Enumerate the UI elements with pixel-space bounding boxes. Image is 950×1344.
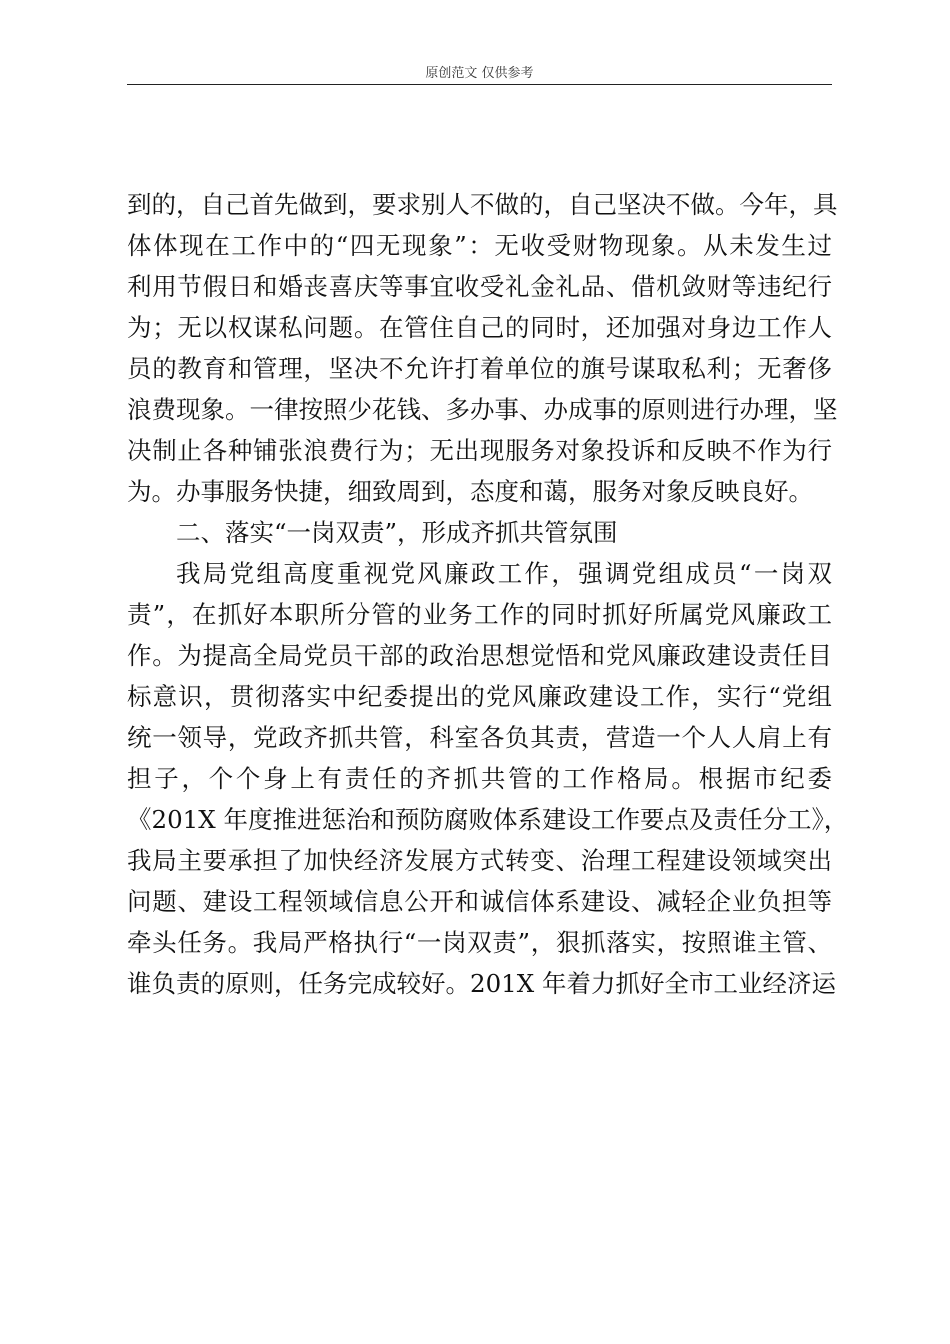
page-header <box>127 64 832 84</box>
section-heading <box>127 512 832 553</box>
text-line: 决制止各种铺张浪费行为；无出现服务对象投诉和反映不作为行 <box>127 436 832 465</box>
text-line: 牵头任务。我局严格执行“一岗双责”，狠抓落实，按照谁主管、 <box>127 928 832 957</box>
text-line: 统一领导，党政齐抓共管，科室各负其责，营造一个人人肩上有 <box>127 723 832 752</box>
text-line: 为；无以权谋私问题。在管住自己的同时，还加强对身边工作人 <box>127 313 832 342</box>
text-line: 标意识，贯彻落实中纪委提出的党风廉政建设工作，实行“党组 <box>127 682 832 711</box>
text-line: 我局党组高度重视党风廉政工作，强调党组成员“一岗双 <box>176 559 832 588</box>
text-line: 到的，自己首先做到，要求别人不做的，自己坚决不做。今年，具 <box>127 190 838 219</box>
text-line: 《201X 年度推进惩治和预防腐败体系建设工作要点及责任分工》， <box>127 805 849 834</box>
heading-line: 二、落实“一岗双责”，形成齐抓共管氛围 <box>176 518 618 547</box>
text-line: 我局主要承担了加快经济发展方式转变、治理工程建设领域突出 <box>127 846 832 875</box>
text-line: 谁负责的原则，任务完成较好。201X 年着力抓好全市工业经济运 <box>127 969 836 998</box>
paragraph <box>127 184 838 512</box>
document-body <box>127 184 849 1004</box>
header-text: 原创范文 仅供参考 <box>425 66 534 81</box>
paragraph <box>127 553 849 1004</box>
text-line: 员的教育和管理，坚决不允许打着单位的旗号谋取私利；无奢侈 <box>127 354 832 383</box>
text-line: 体体现在工作中的“四无现象”：无收受财物现象。从未发生过 <box>127 231 832 260</box>
header-rule <box>127 84 832 85</box>
text-line: 浪费现象。一律按照少花钱、多办事、办成事的原则进行办理，坚 <box>127 395 838 424</box>
text-line: 作。为提高全局党员干部的政治思想觉悟和党风廉政建设责任目 <box>127 641 832 670</box>
text-line: 责”，在抓好本职所分管的业务工作的同时抓好所属党风廉政工 <box>127 600 832 629</box>
text-line: 担子，个个身上有责任的齐抓共管的工作格局。根据市纪委 <box>127 764 832 793</box>
text-line: 为。办事服务快捷，细致周到，态度和蔼，服务对象反映良好。 <box>127 477 813 506</box>
text-line: 利用节假日和婚丧喜庆等事宜收受礼金礼品、借机敛财等违纪行 <box>127 272 832 301</box>
text-line: 问题、建设工程领域信息公开和诚信体系建设、减轻企业负担等 <box>127 887 832 916</box>
